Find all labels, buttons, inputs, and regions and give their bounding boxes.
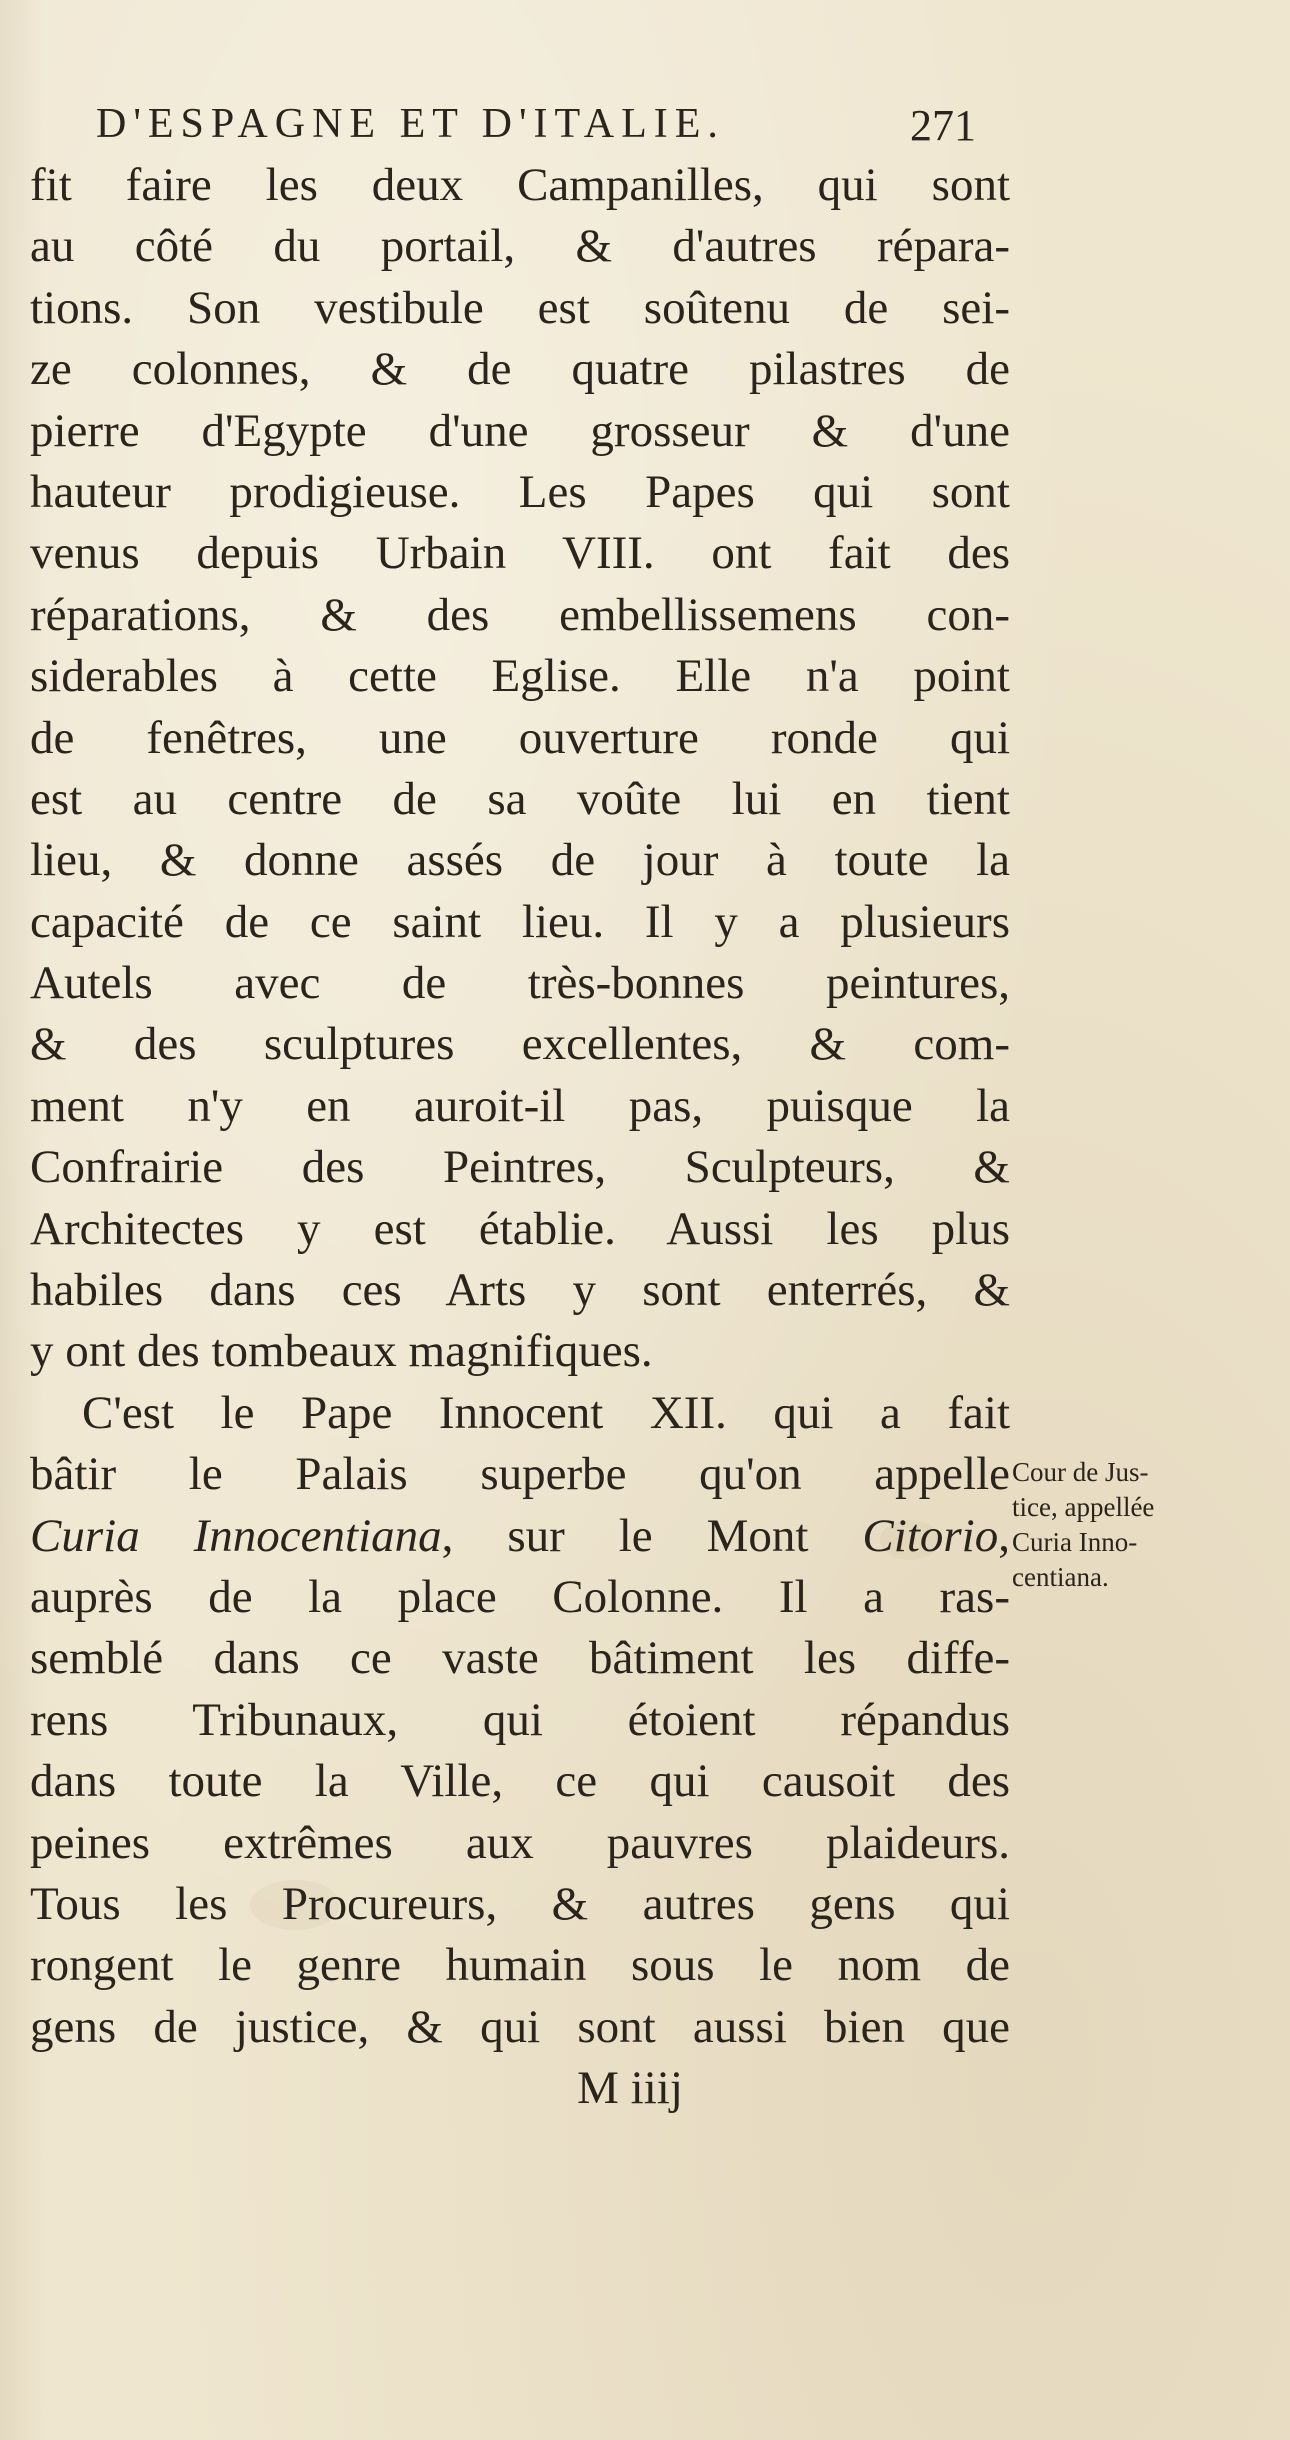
page-number: 271 <box>910 101 976 150</box>
text-line <box>30 401 1010 462</box>
text-segment: ment n'y en auroit-il pas, puisque la <box>30 1079 1010 1132</box>
text-line <box>30 708 1010 769</box>
margin-note-line: Curia Inno- <box>1012 1527 1138 1557</box>
margin-note-line: tice, appellée <box>1012 1492 1155 1522</box>
text-segment: réparations, & des embellissemens con- <box>30 588 1010 641</box>
catchword: M iiij <box>577 2062 683 2115</box>
text-line <box>30 1383 1010 1444</box>
text-line <box>30 1076 1010 1137</box>
text-line <box>30 462 1010 523</box>
text-segment: rens Tribunaux, qui étoient répandus <box>30 1693 1010 1746</box>
text-line <box>30 1444 1010 1505</box>
text-line <box>30 523 1010 584</box>
text-segment: tions. Son vestibule est soûtenu de sei- <box>30 281 1010 334</box>
text-segment: C'est le Pape Innocent XII. qui a fait <box>82 1386 1010 1439</box>
text-line <box>30 1321 1010 1382</box>
text-line <box>30 339 1010 400</box>
text-segment: ze colonnes, & de quatre pilastres de <box>30 343 1010 396</box>
running-title: D'ESPAGNE ET D'ITALIE. <box>96 101 725 147</box>
text-line <box>30 216 1010 277</box>
text-line <box>30 1690 1010 1751</box>
text-line <box>30 1935 1010 1996</box>
text-line <box>30 278 1010 339</box>
text-line <box>30 769 1010 830</box>
text-line <box>30 1260 1010 1321</box>
body-text <box>30 155 1010 2120</box>
text-segment: capacité de ce saint lieu. Il y a plusieurs <box>30 895 1010 948</box>
text-line <box>30 1506 1010 1567</box>
text-segment: Architectes y est établie. Aussi les plus <box>30 1202 1010 1255</box>
text-segment: semblé dans ce vaste bâtiment les diffe- <box>30 1632 1010 1685</box>
text-line <box>30 892 1010 953</box>
text-segment: venus depuis Urbain VIII. ont fait des <box>30 527 1010 580</box>
text-segment: y ont des tombeaux magnifiques. <box>30 1325 653 1378</box>
text-segment: peines extrêmes aux pauvres plaideurs. <box>30 1816 1010 1869</box>
text-line <box>30 953 1010 1014</box>
text-segment: Tous les Procureurs, & autres gens qui <box>30 1877 1010 1930</box>
text-line <box>30 585 1010 646</box>
text-line <box>30 155 1010 216</box>
text-segment: dans toute la Ville, ce qui causoit des <box>30 1755 1010 1808</box>
text-segment: , <box>998 1509 1010 1562</box>
text-line <box>30 646 1010 707</box>
margin-note <box>1012 1455 1280 1595</box>
text-line <box>30 1997 1010 2058</box>
text-segment: habiles dans ces Arts y sont enterrés, & <box>30 1264 1010 1317</box>
text-segment: de fenêtres, une ouverture ronde qui <box>30 711 1010 764</box>
text-segment: est au centre de sa voûte lui en tient <box>30 772 1010 825</box>
text-segment: fit faire les deux Campanilles, qui sont <box>30 159 1010 211</box>
text-line <box>30 1874 1010 1935</box>
text-segment: bâtir le Palais superbe qu'on appelle <box>30 1448 1010 1501</box>
italic-phrase: Citorio <box>862 1509 999 1562</box>
italic-phrase: Curia Innocentiana <box>30 1509 442 1562</box>
text-line <box>30 830 1010 891</box>
text-segment: & des sculptures excellentes, & com- <box>30 1018 1010 1071</box>
text-segment: rongent le genre humain sous le nom de <box>30 1939 1010 1992</box>
text-line <box>30 1014 1010 1075</box>
text-line <box>30 1137 1010 1198</box>
text-segment: Confrairie des Peintres, Sculpteurs, & <box>30 1141 1010 1194</box>
text-line <box>30 1628 1010 1689</box>
text-segment: hauteur prodigieuse. Les Papes qui sont <box>30 465 1010 518</box>
text-segment: , sur le Mont <box>441 1509 863 1562</box>
text-segment: au côté du portail, & d'autres répara- <box>30 220 1010 273</box>
text-segment: gens de justice, & qui sont aussi bien que <box>30 2000 1010 2053</box>
text-segment: auprès de la place Colonne. Il a ras- <box>30 1570 1010 1623</box>
text-segment: lieu, & donne assés de jour à toute la <box>30 834 1010 887</box>
text-segment: siderables à cette Eglise. Elle n'a point <box>30 650 1010 703</box>
margin-note-line: centiana. <box>1012 1562 1109 1592</box>
text-line <box>30 1751 1010 1812</box>
running-head <box>96 100 976 160</box>
text-line <box>30 1567 1010 1628</box>
text-segment: Autels avec de très-bonnes peintures, <box>30 957 1010 1010</box>
text-segment: pierre d'Egypte d'une grosseur & d'une <box>30 404 1010 457</box>
text-line <box>30 1199 1010 1260</box>
text-line <box>30 1813 1010 1874</box>
margin-note-line: Cour de Jus- <box>1012 1457 1149 1487</box>
